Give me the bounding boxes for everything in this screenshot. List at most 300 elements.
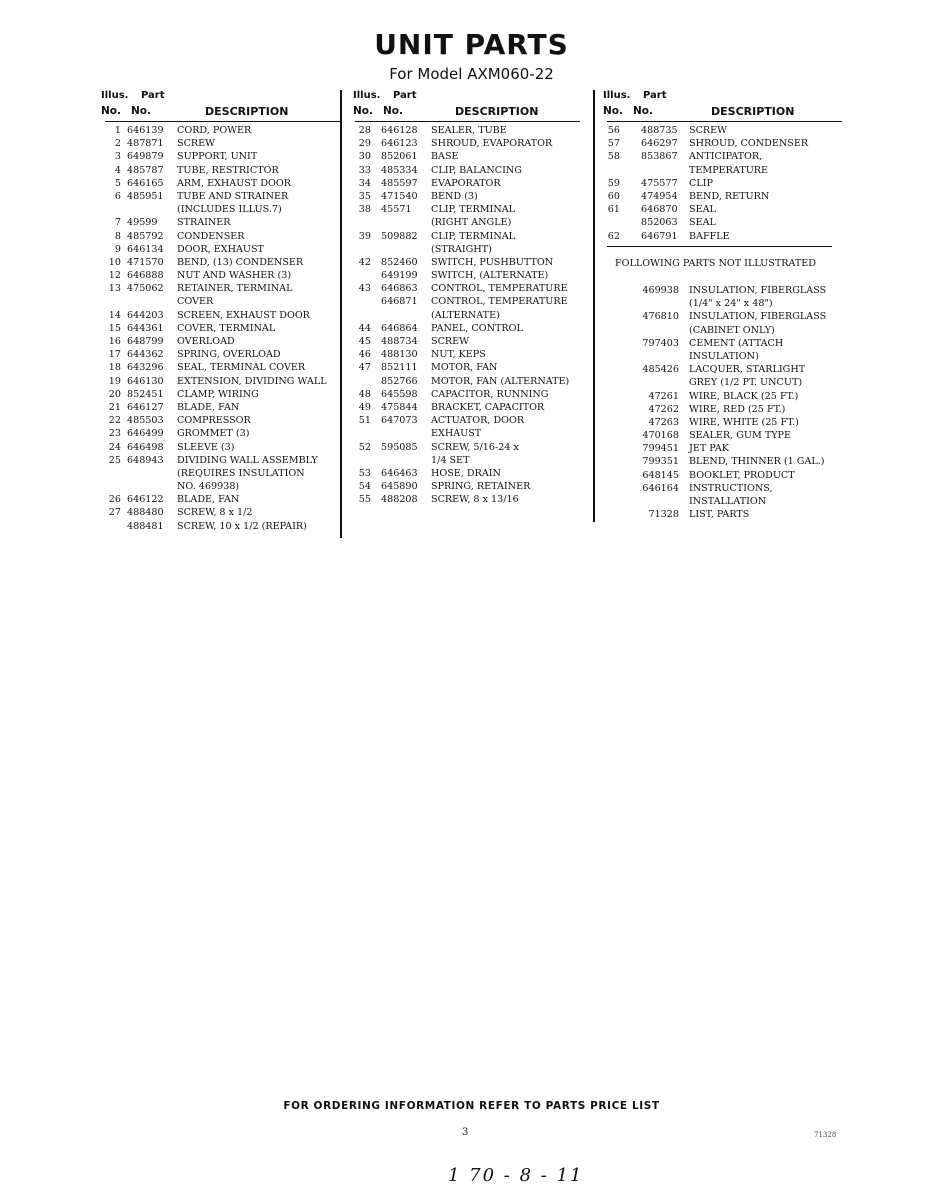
part-number: 646297 bbox=[641, 138, 678, 150]
page-title: UNIT PARTS bbox=[374, 28, 569, 61]
part-description: CLIP, BALANCING bbox=[431, 164, 522, 176]
table-row bbox=[105, 269, 345, 282]
illus-number: 49 bbox=[358, 401, 371, 413]
part-description: CLAMP, WIRING bbox=[177, 388, 259, 400]
part-description: WIRE, BLACK (25 FT.) bbox=[689, 390, 799, 402]
table-row bbox=[355, 216, 595, 229]
column-divider-2 bbox=[593, 90, 595, 522]
illus-number: 7 bbox=[114, 217, 121, 229]
part-description: ARM, EXHAUST DOOR bbox=[177, 177, 291, 189]
part-number: 646864 bbox=[381, 322, 418, 334]
part-number: 644362 bbox=[127, 349, 164, 361]
illus-number: 55 bbox=[358, 494, 371, 506]
list-item bbox=[607, 403, 842, 416]
table-row bbox=[355, 361, 595, 374]
illus-number: 22 bbox=[108, 415, 121, 427]
table-row bbox=[105, 375, 345, 388]
table-row bbox=[105, 348, 345, 361]
table-row bbox=[355, 269, 595, 282]
part-number: 71328 bbox=[648, 509, 679, 521]
table-row bbox=[105, 124, 345, 137]
part-number: 49599 bbox=[127, 217, 158, 229]
table-row bbox=[105, 150, 345, 163]
part-description: STRAINER bbox=[177, 217, 231, 229]
part-number: 646870 bbox=[641, 204, 678, 216]
ordering-note: FOR ORDERING INFORMATION REFER TO PARTS PRICE LIST bbox=[283, 1100, 660, 1112]
part-number: 485792 bbox=[127, 230, 164, 242]
list-item bbox=[607, 297, 842, 310]
part-description: SWITCH, (ALTERNATE) bbox=[431, 270, 549, 282]
part-description: ANTICIPATOR, bbox=[689, 151, 763, 163]
table-row bbox=[607, 203, 842, 216]
page-subtitle: For Model AXM060-22 bbox=[389, 65, 554, 83]
illus-number: 62 bbox=[607, 230, 620, 242]
part-description: NUT, KEPS bbox=[431, 349, 486, 361]
table-row bbox=[355, 401, 595, 414]
table-row bbox=[355, 322, 595, 335]
list-item bbox=[607, 363, 842, 376]
part-number: 646888 bbox=[127, 270, 164, 282]
part-number: 485426 bbox=[642, 364, 679, 376]
illus-label: Illus. bbox=[353, 90, 381, 101]
part-number: 649199 bbox=[381, 270, 418, 282]
part-number: 799451 bbox=[642, 443, 679, 455]
part-number: 852766 bbox=[381, 375, 418, 387]
illus-number: 57 bbox=[607, 138, 620, 150]
part-number: 646139 bbox=[127, 125, 164, 136]
part-description: EVAPORATOR bbox=[431, 177, 501, 189]
table-row bbox=[105, 441, 345, 454]
parts-column-2 bbox=[355, 90, 595, 506]
part-number: 852061 bbox=[381, 151, 418, 163]
illus-number: 44 bbox=[358, 322, 371, 334]
part-label: Part bbox=[393, 90, 417, 101]
illus-number: 6 bbox=[114, 190, 121, 202]
part-number: 799351 bbox=[642, 456, 679, 468]
part-description: SEALER, GUM TYPE bbox=[689, 430, 792, 442]
part-description: COMPRESSOR bbox=[177, 415, 251, 427]
part-number: 471540 bbox=[381, 190, 418, 202]
part-description: CAPACITOR, RUNNING bbox=[431, 388, 549, 400]
part-description: SPRING, OVERLOAD bbox=[177, 349, 281, 361]
part-number: 485597 bbox=[381, 177, 418, 189]
column-header bbox=[101, 90, 345, 124]
table-row bbox=[105, 230, 345, 243]
part-number: 852460 bbox=[381, 256, 418, 268]
part-description: COVER, TERMINAL bbox=[177, 322, 276, 334]
part-description: SCREW, 10 x 1/2 (REPAIR) bbox=[177, 520, 307, 532]
part-number: 475844 bbox=[381, 401, 418, 413]
part-description: 1/4 SET bbox=[431, 454, 470, 466]
document-code: 71328 bbox=[814, 1131, 837, 1139]
table-row bbox=[105, 190, 345, 203]
part-description: JET PAK bbox=[689, 443, 729, 455]
description-label: DESCRIPTION bbox=[205, 105, 289, 118]
illus-number: 16 bbox=[108, 336, 121, 347]
part-number: 648145 bbox=[642, 469, 679, 481]
part-description: (INCLUDES ILLUS.7) bbox=[177, 204, 282, 216]
part-number: 487871 bbox=[127, 138, 164, 150]
table-row bbox=[355, 309, 595, 322]
part-description: PANEL, CONTROL bbox=[431, 322, 523, 334]
illus-number: 60 bbox=[607, 190, 620, 202]
part-description: HOSE, DRAIN bbox=[431, 467, 501, 479]
column-header bbox=[603, 90, 842, 124]
part-description: SCREW bbox=[689, 125, 728, 136]
list-item bbox=[607, 376, 842, 389]
illus-number: 25 bbox=[108, 454, 121, 466]
part-number: 646463 bbox=[381, 467, 418, 479]
table-row bbox=[355, 243, 595, 256]
part-number: 645598 bbox=[381, 388, 418, 400]
part-number: 648799 bbox=[127, 336, 164, 347]
part-number: 646130 bbox=[127, 375, 164, 387]
part-description: SWITCH, PUSHBUTTON bbox=[431, 256, 554, 268]
table-row bbox=[355, 164, 595, 177]
part-number: 797403 bbox=[642, 337, 679, 349]
illus-label: Illus. bbox=[603, 90, 631, 101]
parts-list bbox=[105, 124, 345, 533]
parts-column-1 bbox=[101, 90, 345, 533]
part-number: 476810 bbox=[642, 311, 679, 323]
table-row bbox=[607, 230, 842, 243]
table-row bbox=[607, 190, 842, 203]
part-description: CLIP, TERMINAL bbox=[431, 230, 516, 242]
part-description: DOOR, EXHAUST bbox=[177, 243, 264, 255]
illus-number: 52 bbox=[358, 441, 371, 453]
part-number: 474954 bbox=[641, 190, 678, 202]
illus-no-label: No. bbox=[603, 105, 623, 117]
list-item bbox=[607, 390, 842, 403]
list-item bbox=[607, 442, 842, 455]
part-description: (CABINET ONLY) bbox=[689, 324, 775, 336]
illus-number: 15 bbox=[108, 322, 121, 334]
part-description: (RIGHT ANGLE) bbox=[431, 217, 512, 229]
part-description: LIST, PARTS bbox=[689, 509, 750, 521]
part-description: WIRE, WHITE (25 FT.) bbox=[689, 416, 799, 428]
illus-number: 9 bbox=[114, 243, 121, 255]
part-number: 471570 bbox=[127, 256, 164, 268]
part-number: 648943 bbox=[127, 454, 164, 466]
part-description: TEMPERATURE bbox=[689, 164, 769, 176]
part-description: BEND, (13) CONDENSER bbox=[177, 256, 304, 268]
part-description: TUBE AND STRAINER bbox=[177, 190, 289, 202]
part-description: CONTROL, TEMPERATURE bbox=[431, 283, 568, 295]
illus-number: 14 bbox=[108, 309, 121, 321]
table-row bbox=[355, 375, 595, 388]
column-header bbox=[355, 90, 595, 124]
part-description: SUPPORT, UNIT bbox=[177, 151, 258, 163]
part-description: BOOKLET, PRODUCT bbox=[689, 469, 795, 481]
table-row bbox=[105, 164, 345, 177]
table-row bbox=[355, 137, 595, 150]
table-row bbox=[355, 441, 595, 454]
part-number: 646127 bbox=[127, 401, 164, 413]
part-number: 646123 bbox=[381, 138, 418, 150]
illus-number: 2 bbox=[114, 138, 121, 150]
table-row bbox=[607, 164, 842, 177]
part-no-label: No. bbox=[633, 105, 653, 117]
part-number: 469938 bbox=[642, 285, 679, 296]
table-row bbox=[105, 216, 345, 229]
not-illustrated-list bbox=[607, 284, 842, 521]
illus-number: 23 bbox=[108, 428, 121, 440]
illus-number: 29 bbox=[358, 138, 371, 150]
part-number: 853867 bbox=[641, 151, 678, 163]
table-row bbox=[105, 322, 345, 335]
table-row bbox=[105, 203, 345, 216]
part-description: SEAL bbox=[689, 204, 716, 216]
list-item bbox=[607, 482, 842, 495]
illus-number: 46 bbox=[358, 349, 371, 361]
part-description: COVER bbox=[177, 296, 214, 308]
table-row bbox=[105, 256, 345, 269]
illus-number: 38 bbox=[358, 204, 371, 216]
table-row bbox=[105, 520, 345, 533]
parts-list bbox=[607, 124, 842, 243]
part-description: NUT AND WASHER (3) bbox=[177, 270, 292, 282]
illus-number: 19 bbox=[108, 375, 121, 387]
part-description: OVERLOAD bbox=[177, 336, 235, 347]
part-number: 644361 bbox=[127, 322, 164, 334]
illus-number: 56 bbox=[607, 125, 620, 136]
table-row bbox=[355, 480, 595, 493]
header-rule bbox=[607, 121, 842, 122]
part-description: CLIP, TERMINAL bbox=[431, 204, 516, 216]
part-description: SCREEN, EXHAUST DOOR bbox=[177, 309, 310, 321]
part-number: 852451 bbox=[127, 388, 164, 400]
part-description: SPRING, RETAINER bbox=[431, 481, 531, 493]
part-number: 852063 bbox=[641, 217, 678, 229]
table-row bbox=[607, 137, 842, 150]
illus-number: 1 bbox=[114, 125, 121, 136]
table-row bbox=[105, 493, 345, 506]
table-row bbox=[105, 414, 345, 427]
table-row bbox=[105, 401, 345, 414]
handwritten-note: 1 70 - 8 - 11 bbox=[448, 1165, 584, 1186]
illus-number: 12 bbox=[108, 270, 121, 282]
part-number: 646134 bbox=[127, 243, 164, 255]
part-description: SCREW, 8 x 1/2 bbox=[177, 507, 253, 519]
part-number: 647073 bbox=[381, 415, 418, 427]
illus-number: 8 bbox=[114, 230, 121, 242]
part-number: 488208 bbox=[381, 494, 418, 506]
part-number: 646499 bbox=[127, 428, 164, 440]
illus-number: 33 bbox=[358, 164, 371, 176]
part-number: 646863 bbox=[381, 283, 418, 295]
description-label: DESCRIPTION bbox=[455, 105, 539, 118]
part-description: MOTOR, FAN bbox=[431, 362, 498, 374]
part-description: INSULATION) bbox=[689, 350, 759, 362]
illus-label: Illus. bbox=[101, 90, 129, 101]
table-row bbox=[355, 427, 595, 440]
part-number: 47262 bbox=[648, 403, 679, 415]
part-description: (REQUIRES INSULATION bbox=[177, 467, 305, 479]
part-number: 595085 bbox=[381, 441, 418, 453]
illus-number: 35 bbox=[358, 190, 371, 202]
table-row bbox=[105, 137, 345, 150]
illus-number: 10 bbox=[108, 256, 121, 268]
part-number: 646165 bbox=[127, 177, 164, 189]
part-number: 645890 bbox=[381, 481, 418, 493]
section-divider bbox=[607, 246, 832, 247]
table-row bbox=[105, 427, 345, 440]
part-description: INSTRUCTIONS, bbox=[689, 482, 773, 494]
part-description: CONDENSER bbox=[177, 230, 245, 242]
parts-list bbox=[355, 124, 595, 506]
list-item bbox=[607, 324, 842, 337]
illus-number: 34 bbox=[358, 177, 371, 189]
table-row bbox=[105, 295, 345, 308]
illus-number: 39 bbox=[358, 230, 371, 242]
part-number: 649879 bbox=[127, 151, 164, 163]
illus-number: 48 bbox=[358, 388, 371, 400]
table-row bbox=[607, 150, 842, 163]
part-description: LACQUER, STARLIGHT bbox=[689, 364, 806, 376]
part-number: 646128 bbox=[381, 125, 418, 136]
part-number: 470168 bbox=[642, 430, 679, 442]
part-description: BEND (3) bbox=[431, 190, 478, 202]
table-row bbox=[105, 282, 345, 295]
list-item bbox=[607, 337, 842, 350]
table-row bbox=[607, 216, 842, 229]
part-description: BLEND, THINNER (1 GAL.) bbox=[689, 456, 825, 468]
page-number: 3 bbox=[462, 1127, 469, 1138]
part-no-label: No. bbox=[131, 105, 151, 117]
part-description: NO. 469938) bbox=[177, 481, 240, 493]
table-row bbox=[355, 124, 595, 137]
part-description: WIRE, RED (25 FT.) bbox=[689, 403, 786, 415]
illus-number: 24 bbox=[108, 441, 121, 453]
part-number: 475062 bbox=[127, 283, 164, 295]
part-description: CEMENT (ATTACH bbox=[689, 337, 784, 349]
table-row bbox=[105, 361, 345, 374]
part-description: SCREW, 5/16-24 x bbox=[431, 441, 519, 453]
part-number: 488481 bbox=[127, 520, 164, 532]
part-number: 488130 bbox=[381, 349, 418, 361]
part-description: INSULATION, FIBERGLASS bbox=[689, 285, 827, 296]
illus-number: 3 bbox=[114, 151, 121, 163]
illus-number: 27 bbox=[108, 507, 121, 519]
list-item bbox=[607, 310, 842, 323]
part-number: 488734 bbox=[381, 336, 418, 347]
table-row bbox=[355, 493, 595, 506]
list-item bbox=[607, 350, 842, 363]
part-description: SHROUD, CONDENSER bbox=[689, 138, 809, 150]
table-row bbox=[105, 309, 345, 322]
list-item bbox=[607, 429, 842, 442]
list-item bbox=[607, 416, 842, 429]
header-rule bbox=[105, 121, 340, 122]
illus-number: 20 bbox=[108, 388, 121, 400]
part-description: SEAL, TERMINAL COVER bbox=[177, 362, 306, 374]
illus-number: 26 bbox=[108, 494, 121, 506]
part-description: SHROUD, EVAPORATOR bbox=[431, 138, 553, 150]
part-description: SCREW, 8 x 13/16 bbox=[431, 494, 519, 506]
part-number: 646122 bbox=[127, 494, 164, 506]
illus-number: 61 bbox=[607, 204, 620, 216]
illus-number: 53 bbox=[358, 467, 371, 479]
part-description: (STRAIGHT) bbox=[431, 243, 492, 255]
list-item bbox=[607, 495, 842, 508]
part-description: CORD, POWER bbox=[177, 125, 252, 136]
table-row bbox=[105, 243, 345, 256]
part-number: 852111 bbox=[381, 362, 418, 374]
part-description: BAFFLE bbox=[689, 230, 730, 242]
part-number: 47261 bbox=[648, 390, 679, 402]
illus-number: 51 bbox=[358, 415, 371, 427]
illus-number: 30 bbox=[358, 151, 371, 163]
table-row bbox=[355, 190, 595, 203]
column-divider-1 bbox=[340, 90, 342, 538]
part-description: EXTENSION, DIVIDING WALL bbox=[177, 375, 327, 387]
part-description: SCREW bbox=[431, 336, 470, 347]
illus-number: 28 bbox=[358, 125, 371, 136]
part-number: 646498 bbox=[127, 441, 164, 453]
table-row bbox=[355, 230, 595, 243]
table-row bbox=[607, 177, 842, 190]
illus-number: 59 bbox=[607, 177, 620, 189]
table-row bbox=[355, 335, 595, 348]
part-number: 485334 bbox=[381, 164, 418, 176]
part-number: 485503 bbox=[127, 415, 164, 427]
part-number: 644203 bbox=[127, 309, 164, 321]
part-description: INSULATION, FIBERGLASS bbox=[689, 311, 827, 323]
part-number: 643296 bbox=[127, 362, 164, 374]
part-number: 646164 bbox=[642, 482, 679, 494]
table-row bbox=[105, 454, 345, 467]
table-row bbox=[355, 256, 595, 269]
list-item bbox=[607, 508, 842, 521]
illus-number: 47 bbox=[358, 362, 371, 374]
illus-number: 21 bbox=[108, 401, 121, 413]
part-label: Part bbox=[643, 90, 667, 101]
table-row bbox=[105, 177, 345, 190]
part-number: 646791 bbox=[641, 230, 678, 242]
illus-number: 4 bbox=[114, 164, 121, 176]
part-description: INSTALLATION bbox=[689, 496, 767, 507]
table-row bbox=[355, 467, 595, 480]
illus-number: 17 bbox=[108, 349, 121, 361]
part-description: (1/4" x 24" x 48") bbox=[689, 298, 773, 310]
table-row bbox=[355, 150, 595, 163]
part-no-label: No. bbox=[383, 105, 403, 117]
table-row bbox=[607, 124, 842, 137]
part-description: CLIP bbox=[689, 177, 713, 189]
illus-number: 13 bbox=[108, 283, 121, 295]
table-row bbox=[105, 480, 345, 493]
list-item bbox=[607, 455, 842, 468]
table-row bbox=[105, 335, 345, 348]
part-description: GREY (1/2 PT. UNCUT) bbox=[689, 377, 803, 389]
list-item bbox=[607, 284, 842, 297]
part-number: 509882 bbox=[381, 230, 418, 242]
table-row bbox=[105, 467, 345, 480]
part-number: 47263 bbox=[648, 416, 679, 428]
parts-column-3 bbox=[603, 90, 842, 243]
table-row bbox=[355, 414, 595, 427]
part-description: MOTOR, FAN (ALTERNATE) bbox=[431, 375, 570, 387]
list-item bbox=[607, 469, 842, 482]
illus-number: 45 bbox=[358, 336, 371, 347]
part-number: 646871 bbox=[381, 296, 418, 308]
part-description: BASE bbox=[431, 151, 459, 163]
illus-number: 42 bbox=[358, 256, 371, 268]
illus-number: 54 bbox=[358, 481, 371, 493]
illus-no-label: No. bbox=[101, 105, 121, 117]
part-description: CONTROL, TEMPERATURE bbox=[431, 296, 568, 308]
part-description: BRACKET, CAPACITOR bbox=[431, 401, 545, 413]
